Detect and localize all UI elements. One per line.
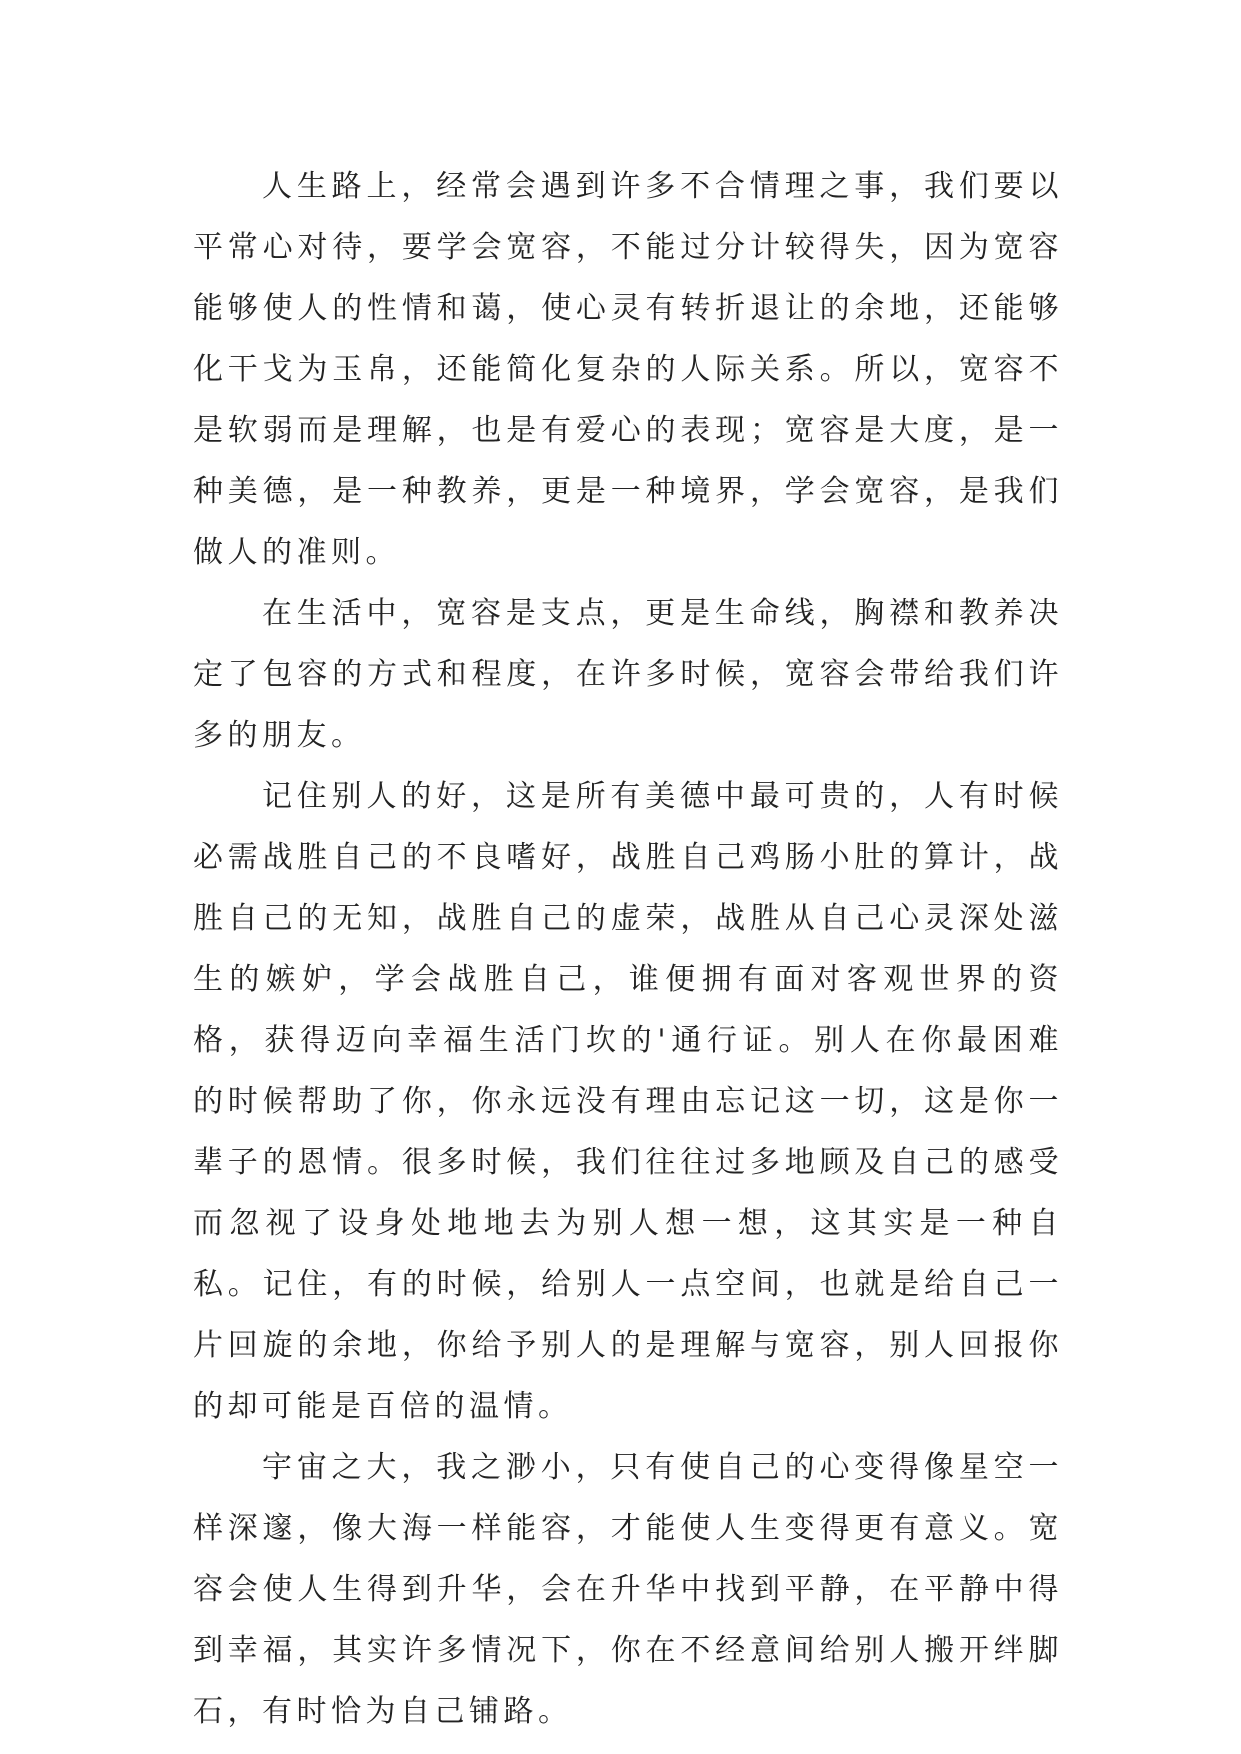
paragraph-1: 人生路上，经常会遇到许多不合情理之事，我们要以平常心对待，要学会宽容，不能过分计较得失，因为宽容能够使人的性情和蔼，使心灵有转折退让的余地，还能够化干戈为玉帛，还能简化复杂的人际关系。所以，宽容不是软弱而是理解，也是有爱心的表现；宽容是大度，是一种美德，是一种教养，更是一种境界，学会宽容，是我们做人的准则。 xyxy=(193,169,1063,570)
paragraph-2: 在生活中，宽容是支点，更是生命线，胸襟和教养决定了包容的方式和程度，在许多时候，宽容会带给我们许多的朋友。 xyxy=(193,596,1063,753)
paragraph-3: 记住别人的好，这是所有美德中最可贵的，人有时候必需战胜自己的不良嗜好，战胜自己鸡肠小肚的算计，战胜自己的无知，战胜自己的虚荣，战胜从自己心灵深处滋生的嫉妒，学会战胜自己，谁便拥有面对客观世界的资格，获得迈向幸福生活门坎的'通行证。别人在你最困难的时候帮助了你，你永远没有理由忘记这一切，这是你一辈子的恩情。很多时候，我们往往过多地顾及自己的感受而忽视了设身处地地去为别人想一想，这其实是一种自私。记住，有的时候，给别人一点空间，也就是给自己一片回旋的余地，你给予别人的是理解与宽容，别人回报你的却可能是百倍的温情。 xyxy=(193,779,1063,1424)
document-body xyxy=(193,156,1063,1742)
paragraph-4: 宇宙之大，我之渺小，只有使自己的心变得像星空一样深邃，像大海一样能容，才能使人生变得更有意义。宽容会使人生得到升华，会在升华中找到平静，在平静中得到幸福，其实许多情况下，你在不经意间给别人搬开绊脚石，有时恰为自己铺路。 xyxy=(193,1450,1063,1729)
